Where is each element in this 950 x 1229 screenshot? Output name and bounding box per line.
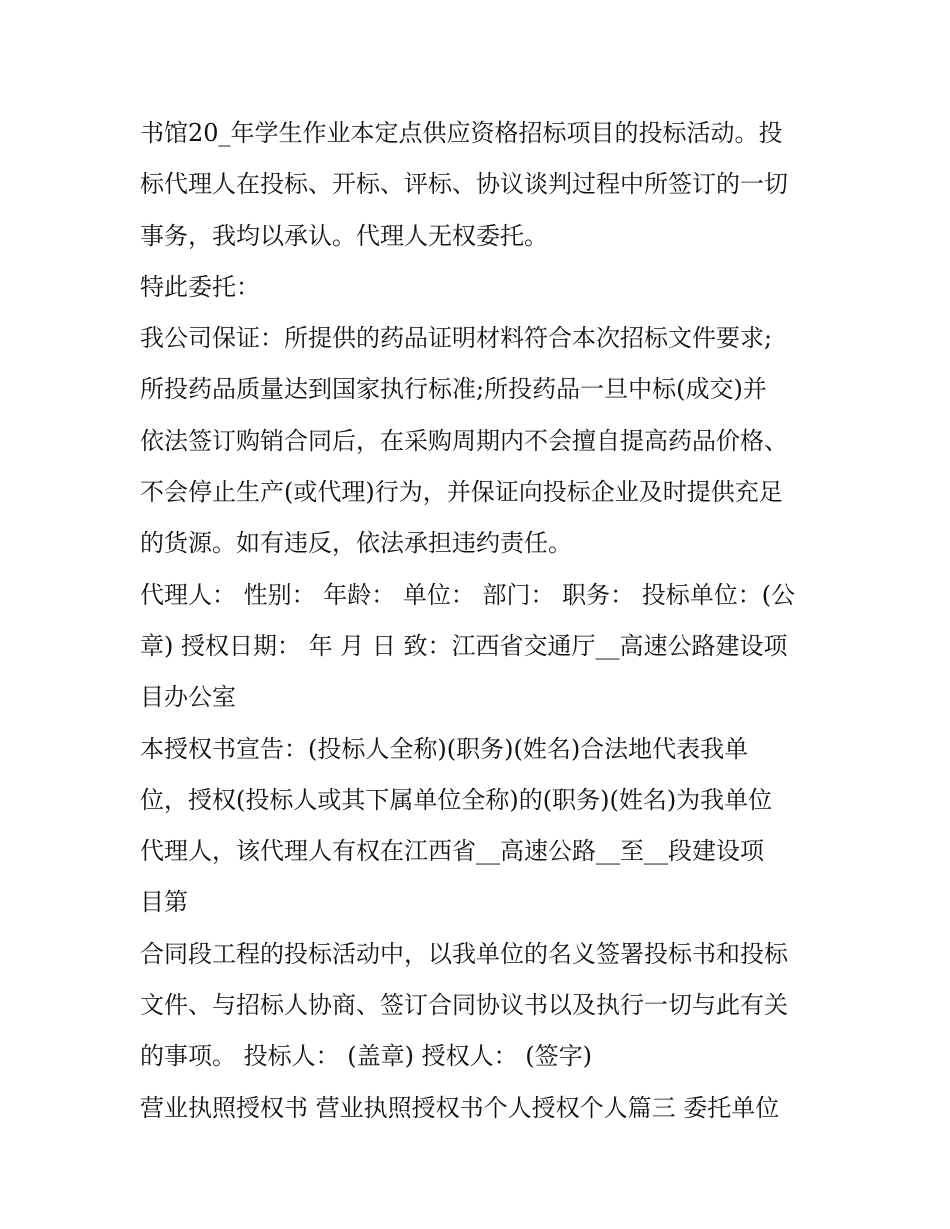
text-line: 位，授权(投标人或其下属单位全称)的(职务)(姓名)为我单位 bbox=[140, 785, 773, 814]
text-line: 事务，我均以承认。代理人无权委托。 bbox=[140, 221, 548, 250]
text-line: 书馆20_年学生作业本定点供应资格招标项目的投标活动。投 bbox=[140, 119, 783, 147]
text-line: 章) 授权日期： 年 月 日 致：江西省交通厅__高速公路建设项 bbox=[140, 631, 788, 660]
text-line: 的货源。如有违反，依法承担违约责任。 bbox=[140, 529, 572, 558]
text-line: 目第 bbox=[140, 888, 188, 917]
text-line: 代理人，该代理人有权在江西省__高速公路__至__段建设项 bbox=[140, 837, 764, 866]
text-line: 我公司保证：所提供的药品证明材料符合本次招标文件要求; bbox=[140, 324, 773, 353]
text-line: 的事项。 投标人： (盖章) 授权人： (签字) bbox=[140, 1042, 592, 1071]
document-body bbox=[140, 108, 830, 1134]
text-line: 所投药品质量达到国家执行标准;所投药品一旦中标(成交)并 bbox=[140, 375, 767, 404]
text-line: 依法签订购销合同后，在采购周期内不会擅自提高药品价格、 bbox=[140, 426, 788, 455]
text-line: 特此委托： bbox=[140, 272, 260, 301]
text-line: 代理人： 性别： 年龄： 单位： 部门： 职务： 投标单位：(公 bbox=[140, 580, 796, 609]
text-line: 标代理人在投标、开标、评标、协议谈判过程中所签订的一切 bbox=[140, 170, 788, 199]
text-line: 不会停止生产(或代理)行为，并保证向投标企业及时提供充足 bbox=[140, 478, 783, 507]
text-line: 目办公室 bbox=[140, 683, 236, 712]
text-line: 营业执照授权书 营业执照授权书个人授权个人篇三 委托单位 bbox=[140, 1093, 780, 1122]
text-line: 合同段工程的投标活动中，以我单位的名义签署投标书和投标 bbox=[140, 939, 788, 968]
text-line: 本授权书宣告：(投标人全称)(职务)(姓名)合法地代表我单 bbox=[140, 734, 749, 763]
text-line: 文件、与招标人协商、签订合同协议书以及执行一切与此有关 bbox=[140, 991, 788, 1020]
